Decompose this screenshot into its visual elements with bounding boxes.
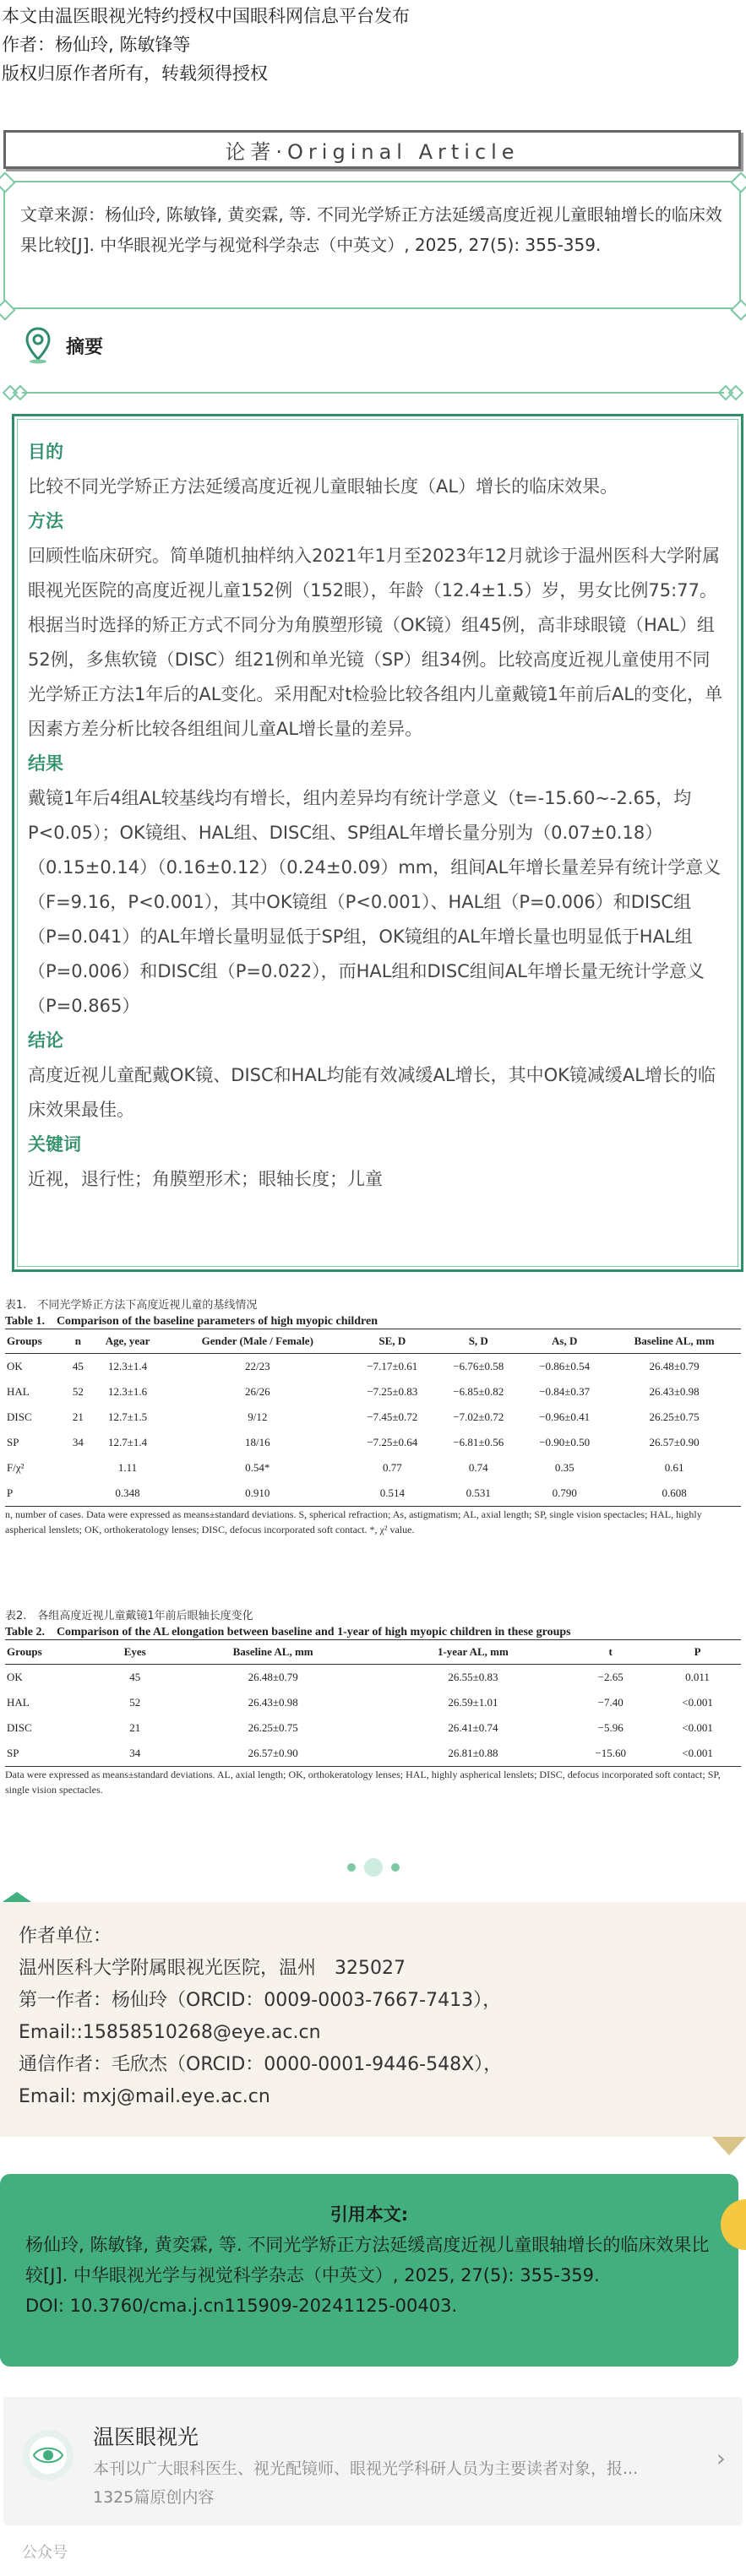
author-line: Email::15858510268@eye.ac.cn	[19, 2022, 321, 2043]
table-cell: −15.60	[567, 1741, 654, 1767]
table-cell: 0.61	[664, 1461, 684, 1474]
table-cell: 26.57±0.90	[167, 1741, 379, 1767]
citation-title: 引用本文:	[329, 2204, 409, 2225]
table-header-cell: Eyes	[103, 1640, 167, 1665]
table-row	[5, 1430, 741, 1455]
methods-heading: 方法	[28, 511, 63, 531]
half-circle-ornament	[712, 2199, 746, 2250]
conclusion-heading: 结论	[28, 1030, 63, 1051]
objective-text: 比较不同光学矫正方法延缓高度近视儿童眼轴长度（AL）增长的临床效果。	[28, 476, 618, 497]
table-cell: 26.48±0.79	[649, 1360, 700, 1372]
table-cell: 12.3±1.4	[107, 1360, 148, 1372]
author-line: 温州医科大学附属眼视光医院，温州 325027	[19, 1958, 406, 1979]
notice-line-3: 版权归原作者所有，转载须得授权	[2, 63, 268, 84]
table-header-cell: 1-year AL, mm	[379, 1640, 568, 1665]
table-cell: 26.48±0.79	[248, 1671, 298, 1683]
table-cell: 26/26	[244, 1385, 270, 1398]
dot	[391, 1863, 400, 1872]
table-cell: −7.45±0.72	[367, 1410, 418, 1423]
citation-doi: DOI: 10.3760/cma.j.cn115909-20241125-00403.	[25, 2296, 458, 2316]
methods-text: 回顾性临床研究。简单随机抽样纳入2021年1月至2023年12月就诊于温州医科大学附属眼视光医院的高度近视儿童152例（152眼），年龄（12.4±1.5）岁，男女比例75:77。根据当时选择的矫正方式不同分为角膜塑形镜（OK镜）组45例，高非球眼镜（HAL）组52例，多焦软镜（DISC）组21例和单光镜（SP）组34例。比较高度近视儿童使用不同光学矫正方法1年后的AL变化。采用配对t检验比较各组内儿童戴镜1年前后AL的变化，单因素方差分析比较各组组间儿童AL增长量的差异。	[28, 546, 723, 739]
table-cell	[67, 1455, 90, 1481]
table-cell: −7.02±0.72	[453, 1410, 504, 1423]
table-row	[5, 1354, 741, 1380]
footer-label: 公众号	[22, 2544, 68, 2562]
table-cell: 12.7±1.4	[107, 1436, 148, 1448]
source-box	[3, 181, 741, 309]
table-1-title-en: Table 1. Comparison of the baseline parameters of high myopic children	[5, 1315, 378, 1328]
table-header-cell: Baseline AL, mm	[167, 1640, 379, 1665]
table-row	[5, 1690, 741, 1715]
results-heading: 结果	[28, 753, 63, 774]
table-header-cell: Gender (Male / Female)	[166, 1329, 349, 1354]
chevron-right-icon: ›	[716, 2444, 726, 2472]
table-1-note: n, number of cases. Data were expressed as means±standard deviations. S, spherical refraction; As, astigmatism; AL, axial length; SP, single vision spectacles; HAL, highly aspherical lenslets; OK, orthokeratology lenses; DISC, defocus incorporated soft contact. *, χ² value.	[5, 1508, 702, 1535]
table-row	[5, 1455, 741, 1481]
dot-active	[364, 1858, 383, 1877]
table-cell: 45	[72, 1360, 84, 1372]
table-cell: 26.43±0.98	[649, 1385, 700, 1398]
table-row	[5, 1405, 741, 1430]
triangle-ornament	[712, 2137, 746, 2155]
table-cell: 52	[129, 1696, 141, 1709]
keywords-text: 近视，退行性；角膜塑形术；眼轴长度；儿童	[28, 1169, 383, 1189]
table-cell: 52	[72, 1385, 84, 1398]
abstract-box	[12, 414, 743, 1272]
keywords-heading: 关键词	[28, 1134, 81, 1155]
table-cell: 18/16	[244, 1436, 270, 1448]
carousel-dots	[0, 1858, 746, 1877]
abstract-content	[17, 419, 738, 1267]
table-cell: −7.25±0.83	[367, 1385, 418, 1398]
table-header-cell: Groups	[5, 1329, 67, 1354]
table-cell: 1.11	[117, 1461, 138, 1474]
table-cell: −7.25±0.64	[367, 1436, 418, 1448]
table-cell: −7.40	[597, 1696, 623, 1709]
table-cell: 0.011	[685, 1671, 710, 1683]
citation-box	[0, 2174, 738, 2367]
table-cell: 34	[72, 1436, 84, 1448]
table-cell: <0.001	[682, 1696, 713, 1709]
table-cell: SP	[7, 1436, 19, 1448]
table-header-cell: As, D	[521, 1329, 607, 1354]
conclusion-text: 高度近视儿童配戴OK镜、DISC和HAL均能有效减缓AL增长，其中OK镜减缓AL增长的临床效果最佳。	[28, 1065, 716, 1120]
author-line: Email: mxj@mail.eye.ac.cn	[19, 2086, 270, 2107]
table-cell: 0.910	[166, 1481, 349, 1507]
table-cell: DISC	[7, 1721, 32, 1734]
header-notice	[0, 0, 746, 88]
account-description: 本刊以广大眼科医生、视光配镜师、眼视光学科研人员为主要读者对象，报...	[93, 2459, 639, 2478]
table-cell: F/χ²	[7, 1461, 25, 1474]
table-cell: −6.76±0.58	[453, 1360, 504, 1372]
abstract-title: 摘要	[66, 336, 104, 358]
author-line: 作者单位：	[19, 1926, 112, 1947]
table-cell: 0.74	[468, 1461, 488, 1474]
table-cell: 26.57±0.90	[649, 1436, 700, 1448]
notice-line-1: 本文由温医眼视光特约授权中国眼科网信息平台发布	[2, 6, 410, 26]
table-cell: 12.3±1.6	[107, 1385, 148, 1398]
table-cell: HAL	[7, 1385, 30, 1398]
table-cell: 0.348	[90, 1481, 166, 1507]
abstract-heading	[25, 324, 103, 367]
objective-heading: 目的	[28, 442, 63, 462]
table-1-section	[5, 1296, 741, 1537]
table-cell: −0.84±0.37	[539, 1385, 591, 1398]
table-header-cell: Baseline AL, mm	[607, 1329, 741, 1354]
table-row	[5, 1665, 741, 1691]
account-article-count: 1325篇原创内容	[93, 2488, 215, 2507]
table-cell: HAL	[7, 1696, 30, 1709]
table-header-cell: SE, D	[349, 1329, 435, 1354]
table-row	[5, 1379, 741, 1405]
table-cell: <0.001	[654, 1741, 741, 1767]
author-info-box	[0, 1902, 746, 2137]
table-cell: 9/12	[248, 1410, 268, 1423]
table-2	[5, 1639, 741, 1767]
table-cell: −5.96	[597, 1721, 623, 1734]
table-header-cell: S, D	[435, 1329, 521, 1354]
table-cell: 0.608	[607, 1481, 741, 1507]
table-cell: SP	[5, 1741, 103, 1767]
table-cell: DISC	[7, 1410, 32, 1423]
table-row	[5, 1481, 741, 1507]
table-cell: 0.790	[521, 1481, 607, 1507]
table-cell: 26.55±0.83	[448, 1671, 498, 1683]
table-cell: −2.65	[597, 1671, 623, 1683]
author-line: 第一作者：杨仙玲（ORCID：0009-0003-7667-7413），	[19, 1990, 502, 2011]
dot	[347, 1863, 356, 1872]
table-cell: 26.25±0.75	[248, 1721, 298, 1734]
table-cell: −6.81±0.56	[453, 1436, 504, 1448]
citation-text: 杨仙玲, 陈敏锋, 黄奕霖, 等. 不同光学矫正方法延缓高度近视儿童眼轴增长的临床效果比较[J]. 中华眼视光学与视觉科学杂志（中英文）, 2025, 27(5): 355-359.	[25, 2235, 710, 2285]
table-header-cell: n	[67, 1329, 90, 1354]
notice-line-2: 作者：杨仙玲, 陈敏锋等	[2, 35, 191, 55]
table-cell: 0.35	[554, 1461, 574, 1474]
table-cell: −7.17±0.61	[367, 1360, 418, 1372]
table-cell: 21	[129, 1721, 141, 1734]
table-cell: 34	[103, 1741, 167, 1767]
official-account-card[interactable]	[3, 2397, 743, 2525]
author-line: 通信作者：毛欣杰（ORCID：0000-0001-9446-548X），	[19, 2054, 503, 2075]
table-cell: 26.81±0.88	[379, 1741, 568, 1767]
table-row	[5, 1741, 741, 1767]
source-text: 文章来源：杨仙玲, 陈敏锋, 黄奕霖, 等. 不同光学矫正方法延缓高度近视儿童眼轴增长的临床效果比较[J]. 中华眼视光学与视觉科学杂志（中英文）, 2025, 27(5): 355-359.	[20, 204, 722, 255]
table-cell: OK	[7, 1671, 23, 1683]
table-cell: 0.77	[382, 1461, 402, 1474]
table-header-cell: Age, year	[90, 1329, 166, 1354]
account-avatar-icon	[22, 2429, 74, 2481]
table-cell: 22/23	[244, 1360, 270, 1372]
table-cell: 0.531	[435, 1481, 521, 1507]
table-row	[5, 1715, 741, 1741]
table-cell	[67, 1481, 90, 1507]
decorative-divider	[0, 382, 746, 404]
table-header-cell: P	[654, 1640, 741, 1665]
table-cell: 26.43±0.98	[248, 1696, 298, 1709]
table-cell: −0.86±0.54	[539, 1360, 591, 1372]
table-header-cell: Groups	[5, 1640, 103, 1665]
table-header-cell: t	[567, 1640, 654, 1665]
table-cell: 26.41±0.74	[448, 1721, 498, 1734]
table-cell: 0.54*	[245, 1461, 270, 1474]
table-cell: <0.001	[682, 1721, 713, 1734]
table-2-title-cn: 表2. 各组高度近视儿童戴镜1年前后眼轴长度变化	[5, 1610, 253, 1622]
table-cell: −6.85±0.82	[453, 1385, 504, 1398]
account-name: 温医眼视光	[93, 2425, 199, 2449]
table-cell: 0.514	[349, 1481, 435, 1507]
table-1	[5, 1329, 741, 1507]
location-pin-icon	[25, 327, 51, 364]
table-2-title-en: Table 2. Comparison of the AL elongation between baseline and 1-year of high myopic children in these groups	[5, 1626, 571, 1639]
table-1-title-cn: 表1. 不同光学矫正方法下高度近视儿童的基线情况	[5, 1299, 258, 1312]
table-cell: 26.59±1.01	[448, 1696, 498, 1709]
table-cell: P	[5, 1481, 67, 1507]
table-cell: −0.90±0.50	[539, 1436, 591, 1448]
article-type-banner: 论著·Original Article	[3, 130, 741, 169]
table-cell: −0.96±0.41	[539, 1410, 591, 1423]
table-cell: 45	[129, 1671, 141, 1683]
table-cell: 26.25±0.75	[649, 1410, 700, 1423]
results-text: 戴镜1年后4组AL较基线均有增长，组内差异均有统计学意义（t=-15.60~-2.65，均P<0.05）；OK镜组、HAL组、DISC组、SP组AL年增长量分别为（0.07±0.18）（0.15±0.14）（0.16±0.12）（0.24±0.09）mm，组间AL年增长量差异有统计学意义（F=9.16，P<0.001），其中OK镜组（P<0.001）、HAL组（P=0.006）和DISC组（P=0.041）的AL年增长量明显低于SP组，OK镜组的AL年增长量也明显低于HAL组（P=0.006）和DISC组（P=0.022），而HAL组和DISC组间AL年增长量无统计学意义（P=0.865）	[28, 788, 721, 1016]
table-cell: 21	[72, 1410, 84, 1423]
table-cell: OK	[7, 1360, 23, 1372]
table-2-section	[5, 1606, 741, 1797]
table-2-note: Data were expressed as means±standard deviations. AL, axial length; OK, orthokeratology lenses; HAL, highly aspherical lenslets; DISC, defocus incorporated soft contact; SP, single vision spectacles.	[5, 1769, 721, 1796]
table-cell: 12.7±1.5	[107, 1410, 148, 1423]
